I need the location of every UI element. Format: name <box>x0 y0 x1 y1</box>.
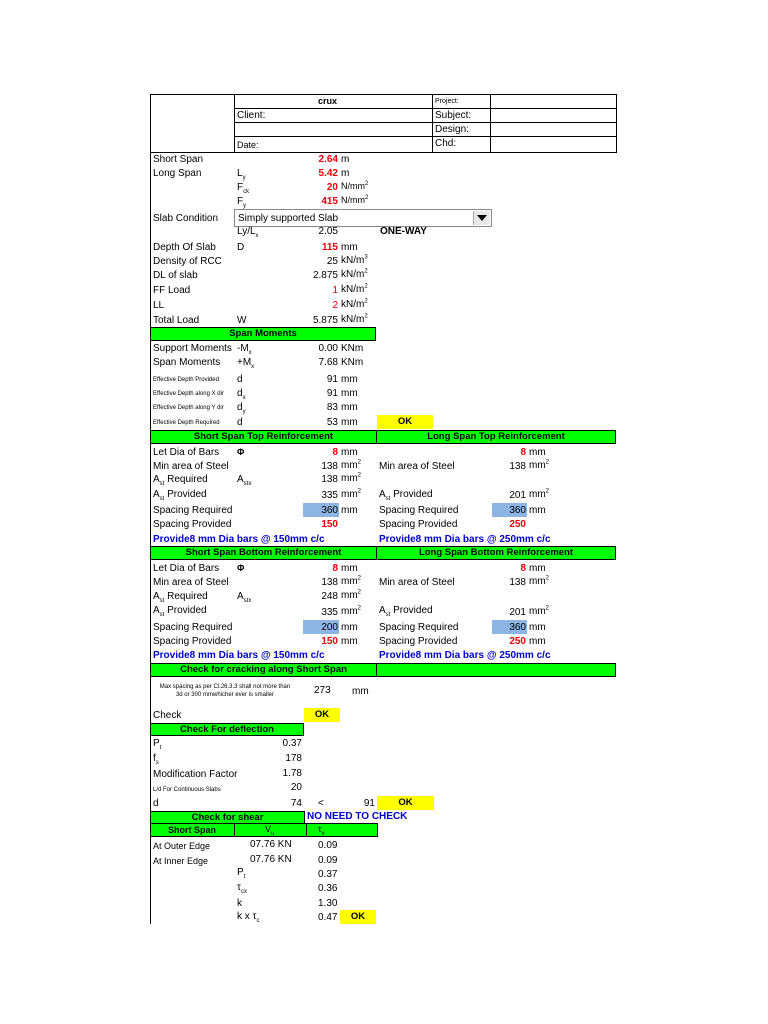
ok-badge: OK <box>340 910 376 924</box>
ok-badge: OK <box>377 415 433 429</box>
unit-mm: mm <box>341 505 358 516</box>
value-ratio: 2.05 <box>318 226 338 237</box>
unit-mm2: $mm^2$ <box>341 575 362 587</box>
value-depth: 115 <box>321 242 338 253</box>
value-ast-required: 248 <box>321 591 338 602</box>
unit-mm2: $mm^2$ <box>341 488 362 500</box>
header-client: Client: <box>237 110 266 121</box>
unit-knm: KNm <box>341 343 364 354</box>
section-cracking: Check for cracking along Short Span <box>150 663 377 677</box>
value-eff-depth-x: 91 <box>326 388 338 399</box>
label-span-moments: Span Moments <box>153 357 221 368</box>
unit-mm: mm <box>341 417 358 428</box>
section-short-span-top: Short Span Top Reinforcement <box>150 430 377 444</box>
label-total: Total Load <box>153 315 200 326</box>
value-dia-long: 8 <box>520 447 526 458</box>
section-long-span-bottom: Long Span Bottom Reinforcement <box>376 546 616 560</box>
label-support-moments: Support Moments <box>153 343 232 354</box>
label-min-area: Min area of Steel <box>153 577 229 588</box>
sym-pt: $P_t$ <box>237 867 246 880</box>
sym-fy: $F_y$ <box>237 196 247 209</box>
label-spacing-provided: Spacing Provided <box>153 636 232 647</box>
label-check: Check <box>153 710 182 721</box>
unit-m: m <box>341 154 350 165</box>
value-min-area: 138 <box>321 461 338 472</box>
header-chd: Chd: <box>435 138 457 149</box>
value-dia: 8 <box>332 447 338 458</box>
unit-mm2: $mm^2$ <box>529 605 550 617</box>
label-spacing-provided-long: Spacing Provided <box>379 519 458 530</box>
section-short-span-bottom: Short Span Bottom Reinforcement <box>150 546 377 560</box>
phi-icon: Φ <box>237 447 245 457</box>
value-dia-long: 8 <box>520 563 526 574</box>
value-support-moment: 0.00 <box>318 343 338 354</box>
value-span-moment: 7.68 <box>318 357 338 368</box>
unit-nmm2: $N/mm^2$ <box>341 195 369 205</box>
value-short-span: 2.64 <box>318 154 338 165</box>
value-ast-provided-long: 201 <box>509 607 526 618</box>
unit-mm: mm <box>529 447 546 458</box>
label-ld: L/d For Continuous Slabs <box>153 787 221 793</box>
value-dia: 8 <box>332 563 338 574</box>
unit-mm: mm <box>341 402 358 413</box>
value-inner-vu: 07.76 KN <box>250 854 292 865</box>
cracking-note-line2: 3d or 300 mmwhicher ever is smaller <box>175 692 275 698</box>
value-d: 74 <box>290 798 302 809</box>
unit-mm: mm <box>529 636 546 647</box>
value-eff-depth-y: 83 <box>326 402 338 413</box>
label-depth: Depth Of Slab <box>153 242 216 253</box>
label-dl: DL of slab <box>153 270 198 281</box>
value-ast-provided: 335 <box>321 490 338 501</box>
label-short-span: Short Span <box>153 154 204 165</box>
unit-mm: mm <box>352 686 369 697</box>
value-dl: 2.875 <box>312 270 338 281</box>
value-outer-tau: 0.09 <box>318 840 338 851</box>
unit-knm2: $kN/m^2$ <box>341 283 368 295</box>
ok-badge: OK <box>377 796 434 810</box>
header-design: Design: <box>435 124 469 135</box>
unit-mm: mm <box>529 505 546 516</box>
unit-knm2: $kN/m^2$ <box>341 298 368 310</box>
slab-type: ONE-WAY <box>380 226 427 237</box>
label-ff: FF Load <box>153 285 191 296</box>
sym-fs: $f_s$ <box>153 753 159 766</box>
value-eff-depth-provided: 91 <box>326 374 338 385</box>
label-eff-depth-required: Effective Depth Required <box>153 420 220 426</box>
unit-mm: mm <box>529 563 546 574</box>
label-spacing-required: Spacing Required <box>153 505 233 516</box>
label-ast-provided: $A_{st}$ Provided <box>153 489 207 502</box>
value-shear-pt: 0.37 <box>318 869 338 880</box>
value-fs: 178 <box>285 753 302 764</box>
header-crux: crux <box>318 96 338 106</box>
value-ast-provided-long: 201 <box>509 490 526 501</box>
value-spacing-required-long: 360 <box>509 622 526 633</box>
sym-k: k <box>237 898 242 909</box>
value-spacing-provided: 150 <box>321 636 338 647</box>
value-min-area-long: 138 <box>509 577 526 588</box>
label-min-area-long: Min area of Steel <box>379 577 455 588</box>
label-modification-factor: Modification Factor <box>153 769 238 780</box>
provide-short-bottom: Provide8 mm Dia bars @ 150mm c/c <box>153 650 325 661</box>
value-modification-factor: 1.78 <box>282 768 302 779</box>
unit-mm2: $mm^2$ <box>341 459 362 471</box>
value-d-required: 91 <box>363 798 375 809</box>
label-spacing-provided-long: Spacing Provided <box>379 636 458 647</box>
unit-mm: mm <box>341 388 358 399</box>
value-inner-tau: 0.09 <box>318 855 338 866</box>
sym-astx: $A_{stx}$ <box>237 591 252 604</box>
sym-d: d <box>237 374 243 385</box>
unit-knm2: $kN/m^2$ <box>341 313 368 325</box>
no-need-to-check: NO NEED TO CHECK <box>307 811 408 822</box>
provide-long-bottom: Provide8 mm Dia bars @ 250mm c/c <box>379 650 551 661</box>
section-cracking-blank <box>376 663 616 677</box>
label-spacing-required-long: Spacing Required <box>379 622 459 633</box>
provide-short-top: Provide8 mm Dia bars @ 150mm c/c <box>153 534 325 545</box>
label-density: Density of RCC <box>153 256 222 267</box>
header-date: Date: <box>237 140 259 150</box>
sym-tau-v: $\tau_v$ <box>318 824 325 837</box>
label-ast-required: $A_{st}$ Required <box>153 474 208 487</box>
sym-vu: $V_u$ <box>265 824 275 837</box>
section-span-moments: Span Moments <box>150 327 376 341</box>
label-long-span: Long Span <box>153 168 202 179</box>
label-spacing-provided: Spacing Provided <box>153 519 232 530</box>
label-ll: LL <box>153 300 165 311</box>
label-ast-provided-long: $A_{st}$ Provided <box>379 605 433 618</box>
value-min-area: 138 <box>321 577 338 588</box>
unit-mm: mm <box>341 622 358 633</box>
label-dia: Let Dia of Bars <box>153 563 220 574</box>
sym-dx: $d_x$ <box>237 388 246 401</box>
less-than: < <box>318 798 324 809</box>
sym-support-moment: $-M_x$ <box>237 343 252 356</box>
sym-pt: $P_t$ <box>153 738 162 751</box>
label-eff-depth-y: Effective Depth along Y dir <box>153 405 224 411</box>
provide-long-top: Provide8 mm Dia bars @ 250mm c/c <box>379 534 551 545</box>
unit-mm2: $mm^2$ <box>529 575 550 587</box>
label-eff-depth-x: Effective Depth along X dir <box>153 391 224 397</box>
value-ff: 1 <box>332 285 338 296</box>
header-project: Project: <box>435 98 459 105</box>
unit-mm2: $mm^2$ <box>341 589 362 601</box>
section-shear: Check for shear <box>150 811 305 824</box>
sym-depth: D <box>237 242 245 253</box>
unit-mm: mm <box>341 374 358 385</box>
label-min-area: Min area of Steel <box>153 461 229 472</box>
unit-knm: KNm <box>341 357 364 368</box>
value-spacing-provided: 150 <box>321 519 338 530</box>
value-min-area-long: 138 <box>509 461 526 472</box>
unit-mm2: $mm^2$ <box>529 488 550 500</box>
triangle-down-icon <box>477 215 487 221</box>
section-deflection: Check For deflection <box>150 723 304 736</box>
unit-m: m <box>341 168 350 179</box>
dropdown-arrow-button[interactable] <box>473 211 490 225</box>
header-subject: Subject: <box>435 110 472 121</box>
unit-knm2: $kN/m^2$ <box>341 268 368 280</box>
value-spacing-required: 360 <box>321 505 338 516</box>
unit-mm: mm <box>341 636 358 647</box>
value-ll: 2 <box>332 300 338 311</box>
value-ast-provided: 335 <box>321 607 338 618</box>
sym-tau-c: $\tau_{cx}$ <box>237 882 247 895</box>
sym-d: d <box>237 417 243 428</box>
ok-badge: OK <box>304 708 340 722</box>
sym-span-moment: $+M_x$ <box>237 357 255 370</box>
unit-mm2: $mm^2$ <box>341 472 362 484</box>
cracking-note-line1: Max spacing as per Cl.26.3.3 shall not more than <box>159 684 291 690</box>
value-spacing-required: 200 <box>321 622 338 633</box>
label-d: d <box>153 798 159 809</box>
unit-mm: mm <box>341 563 358 574</box>
value-spacing-provided-long: 250 <box>509 636 526 647</box>
value-pt: 0.37 <box>282 738 302 749</box>
unit-knm3: $kN/m^3$ <box>341 254 368 266</box>
unit-mm2: $mm^2$ <box>529 459 550 471</box>
value-spacing-required-long: 360 <box>509 505 526 516</box>
value-density: 25 <box>326 256 338 267</box>
value-k-tau-c: 0.47 <box>318 912 338 923</box>
label-shear-short-span: Short Span <box>168 825 217 835</box>
value-outer-vu: 07.76 KN <box>250 839 292 850</box>
label-outer-edge: At Outer Edge <box>153 841 211 851</box>
label-min-area-long: Min area of Steel <box>379 461 455 472</box>
sym-fck: $F_{ck}$ <box>237 182 250 195</box>
slab-condition-select[interactable] <box>234 209 492 227</box>
value-fy: 415 <box>321 196 338 207</box>
value-long-span: 5.42 <box>318 168 338 179</box>
label-dia: Let Dia of Bars <box>153 447 220 458</box>
value-total: 5.875 <box>312 315 338 326</box>
label-ast-provided: $A_{st}$ Provided <box>153 605 207 618</box>
value-tau-c: 0.36 <box>318 883 338 894</box>
unit-mm2: $mm^2$ <box>341 605 362 617</box>
slab-condition-value: Simply supported Slab <box>238 213 339 224</box>
value-fck: 20 <box>326 182 338 193</box>
sym-dy: $d_y$ <box>237 402 246 415</box>
sym-k-tau-c: k x $\tau_c$ <box>237 911 260 924</box>
unit-mm: mm <box>529 622 546 633</box>
label-spacing-required-long: Spacing Required <box>379 505 459 516</box>
sym-astx: $A_{stx}$ <box>237 474 252 487</box>
label-slab-condition: Slab Condition <box>153 213 219 224</box>
sym-total: W <box>237 315 247 326</box>
sym-ly: $L_y$ <box>237 168 246 181</box>
unit-mm: mm <box>341 242 358 253</box>
value-ast-required: 138 <box>321 474 338 485</box>
value-max-spacing: 273 <box>314 685 331 696</box>
label-ast-provided-long: $A_{st}$ Provided <box>379 489 433 502</box>
value-ld: 20 <box>290 782 302 793</box>
phi-icon: Φ <box>237 563 245 573</box>
section-long-span-top: Long Span Top Reinforcement <box>376 430 616 444</box>
label-eff-depth-provided: Effective Depth Provided <box>153 377 219 383</box>
label-spacing-required: Spacing Required <box>153 622 233 633</box>
value-spacing-provided-long: 250 <box>509 519 526 530</box>
label-ast-required: $A_{st}$ Required <box>153 591 208 604</box>
value-k: 1.30 <box>318 898 338 909</box>
value-eff-depth-required: 53 <box>326 417 338 428</box>
unit-mm: mm <box>341 447 358 458</box>
label-inner-edge: At Inner Edge <box>153 856 209 866</box>
label-ratio: $Ly/L_x$ <box>237 226 259 239</box>
unit-nmm2: $N/mm^2$ <box>341 181 369 191</box>
